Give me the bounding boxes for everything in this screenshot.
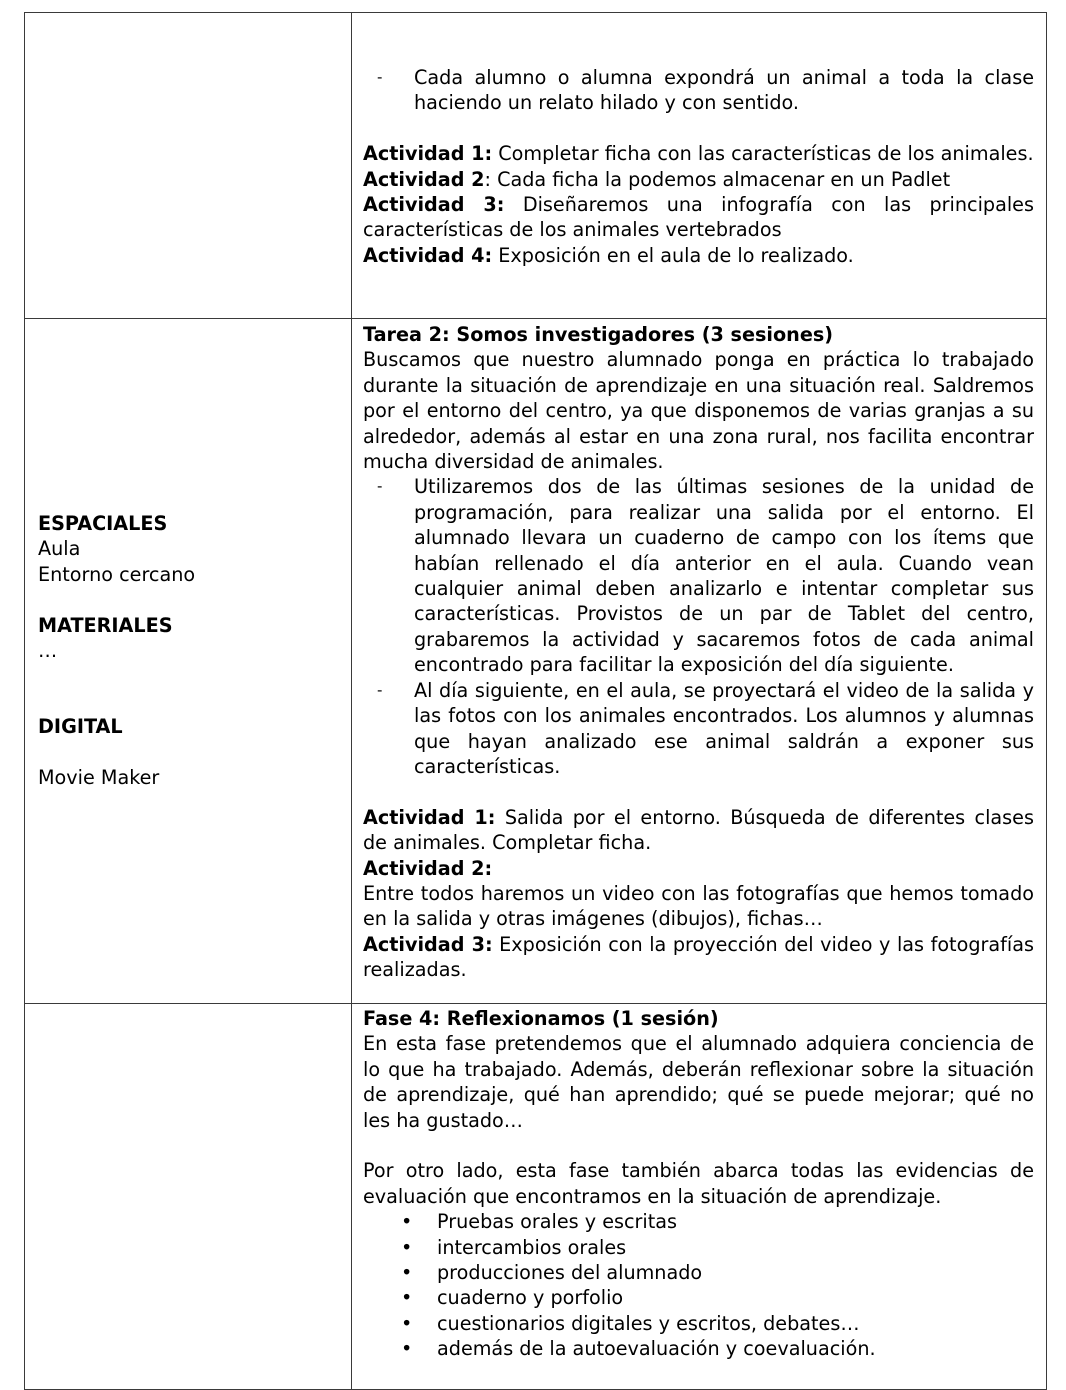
activities-cell <box>352 13 1047 319</box>
digital-heading: DIGITAL <box>38 715 123 739</box>
materiales-value: … <box>38 639 58 663</box>
activity-line <box>363 856 1034 881</box>
dash-list <box>363 65 1034 116</box>
list-item: • Pruebas orales y escritas <box>437 1209 1034 1234</box>
activity-line: Actividad 2: Cada ficha la podemos almacenar en un Padlet <box>363 167 951 191</box>
table-row <box>25 13 1047 319</box>
phase-title: Fase 4: Reflexionamos (1 sesión) <box>363 1007 719 1030</box>
resources-cell-empty <box>25 13 352 319</box>
planning-table <box>24 12 1047 1390</box>
digital-value: Movie Maker <box>38 766 160 789</box>
list-item: - Utilizaremos dos de las últimas sesiones de la unidad de programación, para realizar una salida por el entorno. El alumnado llevara un cuaderno de campo con los ítems que habían rellenado el día anterior en el aula. Cuando vean cualquier animal deben analizarlo e intentar completar sus características. Provistos de un par de Tablet del centro, grabaremos la actividad y sacaremos fotos de cada animal encontrado para facilitar la exposición del día siguiente. <box>414 474 1034 677</box>
activity-line: Actividad 1: Completar ficha con las características de los animales. <box>363 142 1034 166</box>
activity-line: Actividad 3: Diseñaremos una infografía con las principales características de los animales vertebrados <box>363 193 1034 242</box>
list-item: • además de la autoevaluación y coevaluación. <box>437 1336 1034 1361</box>
phase-paragraph: En esta fase pretendemos que el alumnado adquiera conciencia de lo que ha trabajado. Además, deberán reflexionar sobre la situación de aprendizaje, qué han aprendido; qué se puede mejorar; qué no les ha gustado… <box>363 1032 1034 1132</box>
evidence-list <box>363 1209 1034 1361</box>
list-item: • producciones del alumnado <box>437 1260 1034 1285</box>
list-item: - Cada alumno o alumna expondrá un animal a toda la clase haciendo un relato hilado y con sentido. <box>414 65 1034 116</box>
activity-label: Actividad 1: <box>363 805 496 829</box>
activity-label: Actividad 4: <box>363 243 493 267</box>
materiales-heading: MATERIALES <box>38 613 173 637</box>
resources-cell <box>25 319 352 1004</box>
phase-paragraph: Por otro lado, esta fase también abarca todas las evidencias de evaluación que encontramos en la situación de aprendizaje. <box>363 1159 1034 1208</box>
activity-text: Entre todos haremos un video con las fotografías que hemos tomado en la salida y otras imágenes (dibujos), fichas… <box>363 881 1034 931</box>
activity-line: Actividad 3: Exposición con la proyección del video y las fotografías realizadas. <box>363 932 1034 982</box>
activity-line: Actividad 1: Salida por el entorno. Búsqueda de diferentes clases de animales. Completar ficha. <box>363 805 1034 855</box>
list-item: • cuaderno y porfolio <box>437 1285 1034 1310</box>
activity-label: Actividad 1: <box>363 142 493 166</box>
activity-label: Actividad 2 <box>363 167 485 191</box>
espaciales-item: Entorno cercano <box>38 562 196 586</box>
espaciales-item: Aula <box>38 537 81 561</box>
list-item: • cuestionarios digitales y escritos, debates… <box>437 1311 1034 1336</box>
dash-list <box>363 474 1034 779</box>
phase-cell <box>352 1004 1047 1390</box>
table-row <box>25 1004 1047 1390</box>
table-row <box>25 319 1047 1004</box>
activity-label: Actividad 3: <box>363 932 493 956</box>
resources-cell-empty <box>25 1004 352 1390</box>
activity-label: Actividad 3: <box>363 193 505 217</box>
task-intro: Buscamos que nuestro alumnado ponga en práctica lo trabajado durante la situación de aprendizaje en una situación real. Saldremos por el entorno del centro, ya que disponemos de varias granjas a su alrededor, además al estar en una zona rural, nos facilita encontrar mucha diversidad de animales. <box>363 348 1034 474</box>
task-cell <box>352 319 1047 1004</box>
espaciales-heading: ESPACIALES <box>38 512 168 535</box>
activity-line: Actividad 4: Exposición en el aula de lo realizado. <box>363 243 854 267</box>
task-title: Tarea 2: Somos investigadores (3 sesiones) <box>363 323 834 346</box>
list-item: - Al día siguiente, en el aula, se proyectará el video de la salida y las fotos con los animales encontrados. Los alumnos y alumnas que hayan analizado ese animal saldrán a exponer sus características. <box>414 678 1034 780</box>
list-item: • intercambios orales <box>437 1235 1034 1260</box>
activity-label: Actividad 2: <box>363 856 493 880</box>
